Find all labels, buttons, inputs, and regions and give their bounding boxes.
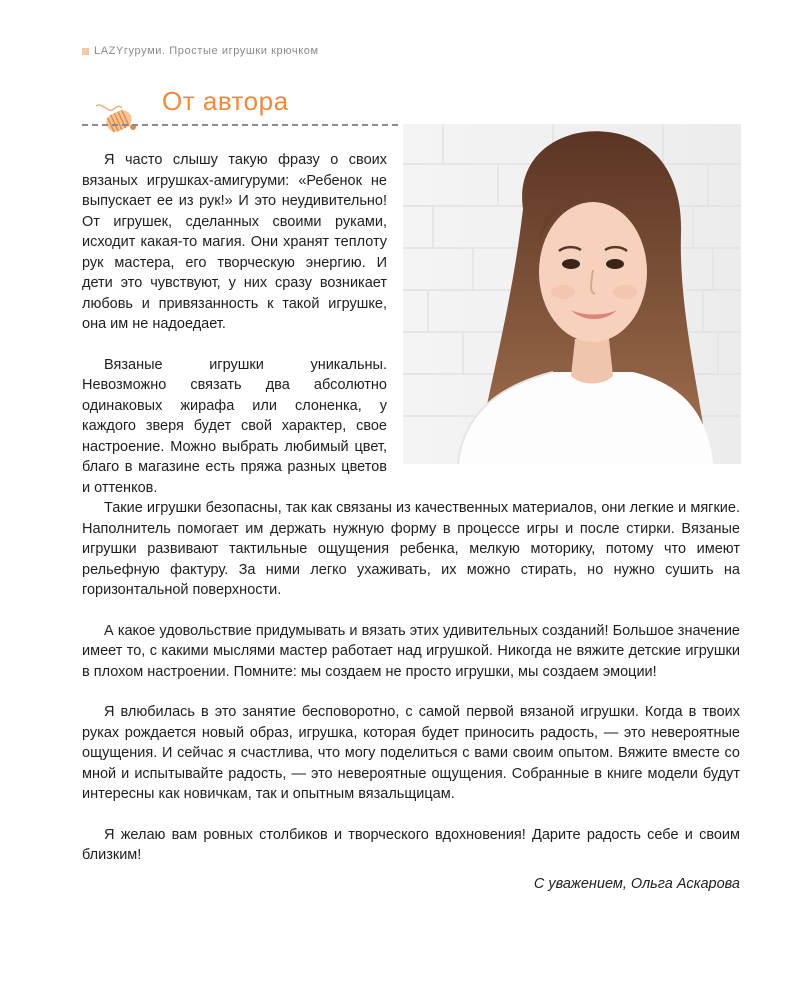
section-title: От автора — [162, 86, 289, 116]
author-portrait-image — [403, 124, 741, 464]
paragraph: Я желаю вам ровных столбиков и творческого вдохновения! Дарите радость себе и своим близким! — [82, 826, 740, 863]
running-title: LAZYгуруми. Простые игрушки крючком — [94, 45, 319, 57]
paragraph: Такие игрушки безопасны, так как связаны из качественных материалов, они легкие и мягкие. Наполнитель помогает им держать нужную форму в процессе игры и после стирки. Вязаные игрушки развивают тактильные ощущения ребенка, мелкую моторику, потому что имеют рельефную фактуру. За ними легко ухаживать, их можно стирать, но нужно сушить на горизонтальной поверхности. — [82, 500, 740, 598]
paragraph: Я часто слышу такую фразу о своих вязаных игрушках-амигуруми: «Ребенок не выпускает ее из рук!» И это неудивительно! От игрушек, сделанных своими руками, исходит какая-то магия. Они хранят теплоту рук мастера, его творческую энергию. И дети это чувствуют, у них сразу возникает любовь и привязанность к такой игрушке, она им не надоедает. — [82, 152, 387, 332]
running-head — [82, 44, 319, 58]
paragraph: Вязаные игрушки уникальны. Невозможно связать два абсолютно одинаковых жирафа или слоненка, у каждого зверя будет свой характер, свое настроение. Можно выбрать любимый цвет, благо в магазине есть пряжа разных цветов и оттенков. — [82, 356, 387, 496]
body-text — [82, 498, 740, 886]
title-divider — [82, 124, 398, 126]
intro-column-text — [82, 150, 387, 518]
yarn-skein-icon — [92, 100, 140, 136]
author-signature: С уважением, Ольга Аскарова — [533, 876, 740, 892]
paragraph: А какое удовольствие придумывать и вязать этих удивительных созданий! Большое значение имеет то, с какими мыслями мастер работает над игрушкой. Никогда не вяжите детские игрушки в плохом настроении. Помните: мы создаем не просто игрушки, мы создаем эмоции! — [82, 622, 740, 680]
paragraph: Я влюбилась в это занятие бесповоротно, с самой первой вязаной игрушки. Когда в твоих руках рождается новый образ, игрушка, которая будет приносить радость, — это невероятные ощущения. И сейчас я счастлива, что могу поделиться с вами своим опытом. Вяжите вместе со мной и испытывайте радость, — это невероятные ощущения. Собранные в книге модели будут интересны как новичкам, так и опытным вязальщицам. — [82, 704, 740, 802]
author-photo — [403, 124, 741, 464]
header-square-icon — [82, 48, 89, 55]
